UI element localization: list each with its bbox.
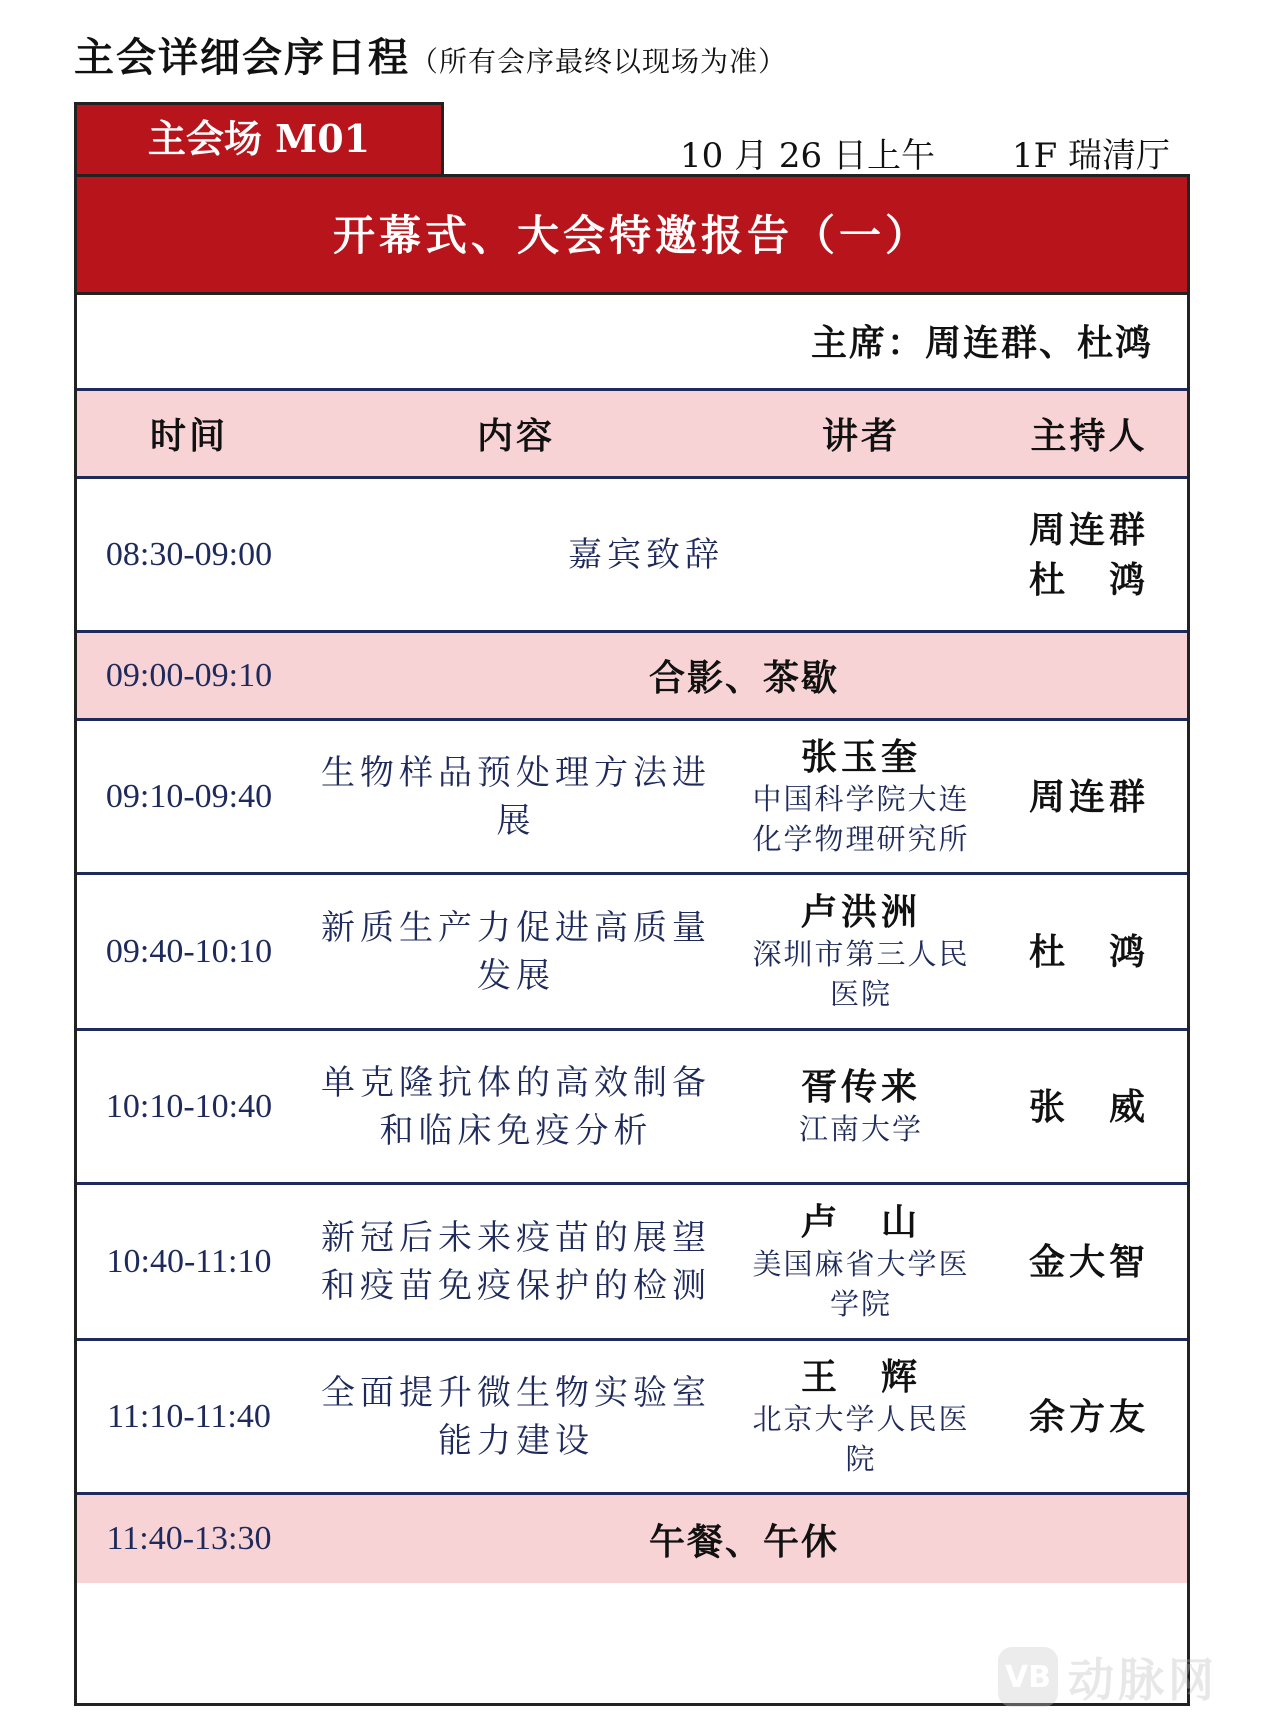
table-row bbox=[77, 1341, 1187, 1495]
vb-logo-icon: VB bbox=[998, 1647, 1058, 1707]
row-time: 09:00-09:10 bbox=[105, 656, 273, 694]
speaker-org: 美国麻省大学医学院 bbox=[752, 1246, 970, 1321]
header-content: 内容 bbox=[476, 415, 555, 457]
speaker-name: 王 辉 bbox=[800, 1355, 921, 1398]
watermark-text: 动脉网 bbox=[1068, 1653, 1218, 1707]
row-host: 周连群 bbox=[1028, 775, 1149, 818]
row-time: 11:10-11:40 bbox=[107, 1397, 271, 1435]
table-row bbox=[77, 1031, 1187, 1185]
row-content: 单克隆抗体的高效制备和临床免疫分析 bbox=[321, 1062, 711, 1151]
page-title bbox=[74, 26, 787, 83]
session-tab: 主会场 M01 bbox=[74, 102, 444, 174]
page-title-text: 主会详细会序日程 bbox=[74, 34, 410, 81]
row-time: 11:40-13:30 bbox=[106, 1520, 272, 1557]
speaker-org: 江南大学 bbox=[798, 1111, 923, 1146]
speaker-org: 深圳市第三人民医院 bbox=[752, 936, 970, 1011]
row-content: 新冠后未来疫苗的展望和疫苗免疫保护的检测 bbox=[321, 1217, 711, 1306]
row-content: 嘉宾致辞 bbox=[568, 534, 724, 575]
speaker-org: 北京大学人民医院 bbox=[752, 1401, 970, 1476]
session-banner: 开幕式、大会特邀报告（一） bbox=[77, 177, 1187, 295]
row-time: 09:10-09:40 bbox=[105, 777, 273, 815]
row-content: 全面提升微生物实验室能力建设 bbox=[321, 1372, 711, 1461]
table-row bbox=[77, 721, 1187, 875]
table-row-break bbox=[77, 633, 1187, 721]
row-break-label: 午餐、午休 bbox=[648, 1520, 839, 1563]
speaker-name: 卢洪洲 bbox=[800, 890, 921, 933]
row-content: 新质生产力促进高质量发展 bbox=[321, 907, 711, 996]
watermark-logo bbox=[998, 1644, 1218, 1710]
header-time: 时间 bbox=[149, 415, 228, 457]
row-host: 余方友 bbox=[1028, 1395, 1149, 1438]
row-break-label: 合影、茶歇 bbox=[648, 657, 839, 699]
speaker-name: 张玉奎 bbox=[800, 735, 921, 778]
session-chair: 主席：周连群、杜鸿 bbox=[77, 295, 1187, 391]
speaker-org: 中国科学院大连化学物理研究所 bbox=[752, 781, 970, 856]
table-row bbox=[77, 1185, 1187, 1341]
header-speaker: 讲者 bbox=[821, 415, 900, 457]
session-date: 10 月 26 日上午 bbox=[680, 136, 935, 176]
row-time: 09:40-10:10 bbox=[105, 932, 273, 970]
session-room: 1F 瑞清厅 bbox=[1012, 136, 1171, 176]
row-host: 金大智 bbox=[1028, 1240, 1149, 1283]
row-host: 张 威 bbox=[1028, 1085, 1149, 1128]
row-time: 10:10-10:40 bbox=[105, 1087, 273, 1125]
row-content: 生物样品预处理方法进展 bbox=[321, 752, 711, 841]
table-row bbox=[77, 875, 1187, 1031]
row-host: 周连群 杜 鸿 bbox=[1028, 508, 1149, 601]
row-host: 杜 鸿 bbox=[1028, 930, 1149, 973]
schedule-frame bbox=[74, 174, 1190, 1706]
header-host: 主持人 bbox=[1030, 415, 1148, 457]
speaker-name: 卢 山 bbox=[800, 1200, 921, 1243]
table-row bbox=[77, 479, 1187, 633]
schedule-table bbox=[77, 391, 1187, 1583]
table-row-break bbox=[77, 1495, 1187, 1583]
row-time: 08:30-09:00 bbox=[105, 535, 273, 573]
table-header-row bbox=[77, 391, 1187, 479]
page-title-note: （所有会序最终以现场为准） bbox=[410, 45, 788, 78]
speaker-name: 胥传来 bbox=[800, 1065, 921, 1108]
row-time: 10:40-11:10 bbox=[106, 1242, 272, 1280]
